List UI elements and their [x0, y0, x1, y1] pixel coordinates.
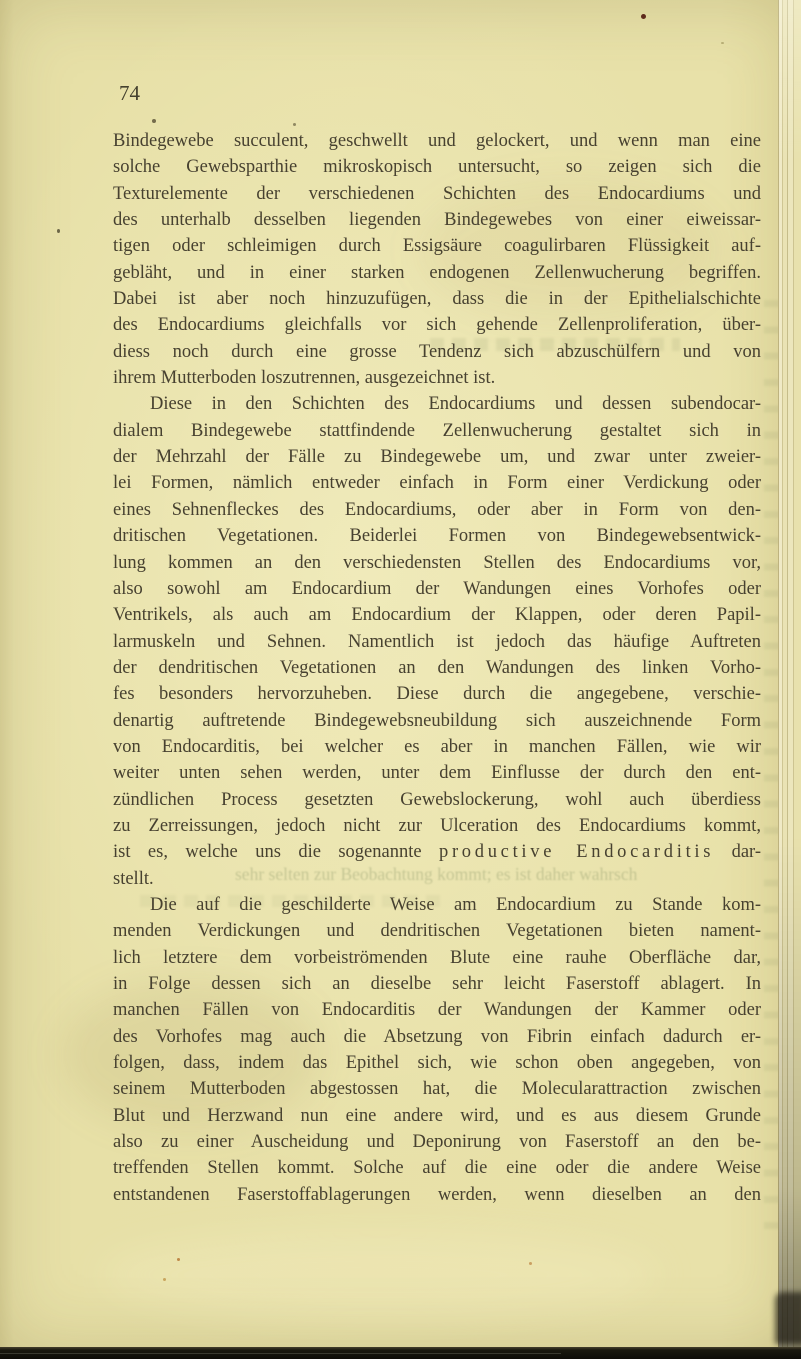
text-line: stellt.: [113, 868, 154, 889]
paper-speck: [293, 123, 296, 126]
text-line: tigen oder schleimigen durch Essigsäure coagulirbaren Flüssigkeit auf-: [113, 236, 761, 257]
emphasized-term: productive Endocarditis: [439, 842, 715, 863]
text-line: weiter unten sehen werden, unter dem Einflusse der durch den ent-: [113, 763, 761, 784]
paper-speck: [57, 229, 60, 233]
show-through-text: sehr selten zur Beobachtung kommt; es ist daher wahrsch: [235, 864, 638, 884]
text-line: Ventrikels, als auch am Endocardium der Klappen, oder deren Papil-: [113, 605, 761, 626]
page-number: 74: [119, 81, 140, 105]
text-line: larmuskeln und Sehnen. Namentlich ist jedoch das häufige Auftreten: [113, 631, 761, 652]
text-line: Diese in den Schichten des Endocardiums und dessen subendocar-: [150, 394, 761, 415]
text-line: fes besonders hervorzuheben. Diese durch die angegebene, verschie-: [113, 684, 761, 705]
text-line: in Folge dessen sich an dieselbe sehr leicht Faserstoff ablagert. In: [113, 974, 761, 994]
text-line: Die auf die geschilderte Weise am Endocardium zu Stande kom-: [150, 894, 761, 915]
text-line: ihrem Mutterboden loszutrennen, ausgezeichnet ist.: [113, 368, 496, 389]
text-line: gebläht, und in einer starken endogenen Zellenwucherung begriffen.: [113, 262, 761, 283]
text-line: von Endocarditis, bei welcher es aber in manchen Fällen, wie wir: [113, 736, 761, 757]
text-line: Texturelemente der verschiedenen Schichten des Endocardiums und: [113, 183, 761, 204]
text-line: dialem Bindegewebe stattfindende Zellenwucherung gestaltet sich in: [113, 420, 761, 441]
text-line: lich letztere dem vorbeiströmenden Blute eine rauhe Oberfläche dar,: [113, 947, 761, 968]
text-run: ist es, welche uns die sogenannte: [113, 842, 439, 863]
paper-speck: [529, 1262, 532, 1265]
text-line: entstandenen Faserstoffablagerungen werden, wenn dieselben an den: [113, 1184, 761, 1205]
text-line: der Mehrzahl der Fälle zu Bindegewebe um, und zwar unter zweier-: [113, 447, 761, 468]
book-fore-edge: [778, 0, 801, 1348]
text-line: zu Zerreissungen, jedoch nicht zur Ulceration des Endocardiums kommt,: [113, 815, 761, 836]
text-line: also zu einer Auscheidung und Deponirung von Faserstoff an den be-: [113, 1132, 761, 1153]
text-run: dar-: [714, 842, 761, 863]
text-line: des Vorhofes mag auch die Absetzung von Fibrin einfach dadurch er-: [113, 1026, 761, 1047]
text-line: zündlichen Process gesetzten Gewebslockerung, wohl auch überdiess: [113, 789, 761, 810]
text-line: folgen, dass, indem das Epithel sich, wie schon oben angegeben, von: [113, 1053, 761, 1074]
text-line: also sowohl am Endocardium der Wandungen eines Vorhofes oder: [113, 578, 761, 599]
body-text: [113, 128, 761, 1208]
text-line: menden Verdickungen und dendritischen Vegetationen bieten nament-: [113, 921, 761, 942]
text-line: [113, 839, 761, 865]
paper-mottle: [100, 1230, 660, 1320]
paper-speck: [177, 1258, 180, 1261]
text-line: des Endocardiums gleichfalls vor sich gehende Zellenproliferation, über-: [113, 315, 761, 336]
paper-speck: [641, 14, 646, 19]
text-line: lei Formen, nämlich entweder einfach in Form einer Verdickung oder: [113, 473, 761, 494]
text-line: Bindegewebe succulent, geschwellt und gelockert, und wenn man eine: [113, 131, 761, 151]
text-line: dritischen Vegetationen. Beiderlei Formen von Bindegewebsentwick-: [113, 526, 761, 547]
text-line: des unterhalb desselben liegenden Bindegewebes von einer eiweissar-: [113, 210, 761, 231]
paper-speck: [163, 1278, 166, 1281]
paper-speck: [152, 119, 156, 123]
text-line: seinem Mutterboden abgestossen hat, die Molecularattraction zwischen: [113, 1079, 761, 1100]
paper-speck: [721, 42, 724, 44]
scan-bottom-edge: [0, 1347, 801, 1359]
text-line: Blut und Herzwand nun eine andere wird, und es aus diesem Grunde: [113, 1105, 761, 1126]
text-line: Dabei ist aber noch hinzuzufügen, dass die in der Epithelialschichte: [113, 289, 761, 310]
corner-shadow: [775, 1292, 801, 1344]
text-line: der dendritischen Vegetationen an den Wandungen des linken Vorho-: [113, 657, 761, 678]
text-line: lung kommen an den verschiedensten Stellen des Endocardiums vor,: [113, 552, 761, 573]
text-line: treffenden Stellen kommt. Solche auf die eine oder die andere Weise: [113, 1158, 761, 1179]
text-line: denartig auftretende Bindegewebsneubildung sich auszeichnende Form: [113, 710, 761, 731]
text-line: diess noch durch eine grosse Tendenz sich abzuschülfern und von: [113, 341, 761, 362]
text-line: eines Sehnenfleckes des Endocardiums, oder aber in Form von den-: [113, 499, 761, 520]
text-line: manchen Fällen von Endocarditis der Wandungen der Kammer oder: [113, 1000, 761, 1021]
text-line: solche Gewebsparthie mikroskopisch untersucht, so zeigen sich die: [113, 157, 761, 178]
